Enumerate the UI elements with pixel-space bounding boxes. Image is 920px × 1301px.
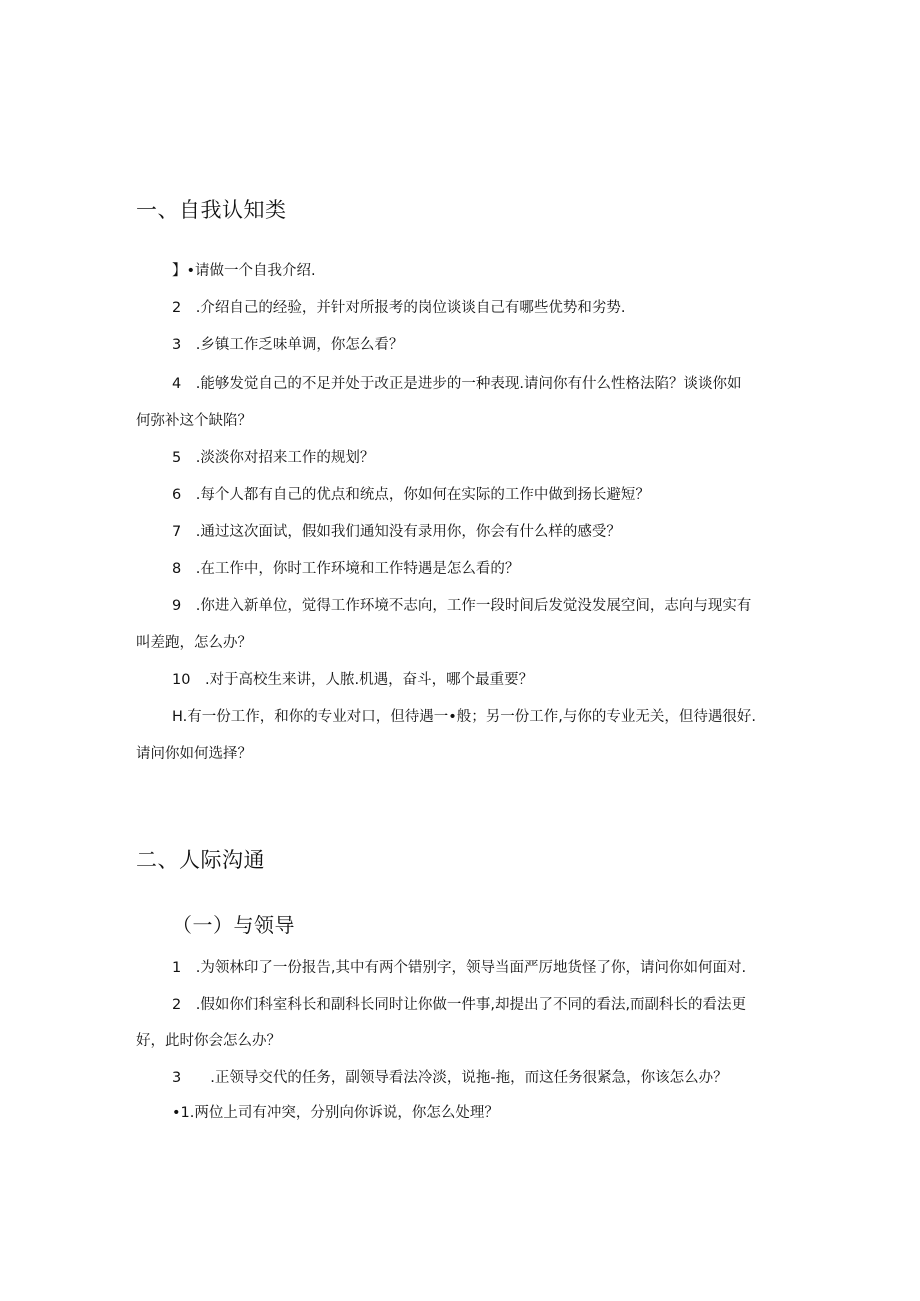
question-line-continuation: 请问你如何选择？ [136, 746, 252, 762]
section-heading-interpersonal: 二、人际沟通 [136, 848, 265, 872]
question-line: 6 .每个人都有自己的优点和统点，你如何在实际的工作中做到扬长避短？ [172, 487, 650, 503]
question-line: 10 .对于高校生来讲，人脓.机遇，奋斗，哪个最重要？ [172, 672, 534, 688]
question-line: H.有一份工作，和你的专业对口，但待遇一•般；另一份工作,与你的专业无关，但待遇很好. [172, 709, 757, 725]
question-line: •1.两位上司有冲突，分别向你诉说，你怎么处理？ [172, 1105, 499, 1121]
question-line: 9 .你进入新单位，觉得工作环境不志向，工作一段时间后发觉没发展空间，志向与现实有 [172, 598, 752, 614]
question-line-continuation: 好，此时你会怎么办？ [136, 1033, 281, 1049]
question-line: 2 .介绍自己的经验，并针对所报考的岗位谈谈自己有哪些优势和劣势. [172, 300, 626, 316]
subsection-heading-leadership: （一）与领导 [172, 913, 295, 937]
question-line: 1 .为领林印了一份报告,其中有两个错别字，领导当面严厉地货怪了你，请问你如何面对. [172, 960, 747, 976]
question-line: 3 .乡镇工作乏味单调，你怎么看？ [172, 337, 404, 353]
question-line: 】•请做一个自我介绍. [172, 263, 316, 279]
section-heading-self-awareness: 一、自我认知类 [136, 198, 287, 222]
question-line: 7 .通过这次面试，假如我们通知没有录用你，你会有什么样的感受？ [172, 524, 621, 540]
question-line: 2 .假如你们科室科长和副科长同时让你做一件事,却提出了不同的看法,而副科长的看法更 [172, 997, 747, 1013]
question-line-continuation: 叫差跑，怎么办？ [136, 635, 252, 651]
question-line-continuation: 何弥补这个缺陷？ [136, 413, 252, 429]
question-line: 5 .淡淡你对招来工作的规划？ [172, 450, 375, 466]
question-line: 3 .正领导交代的任务，副领导看法冷淡，说拖-拖，而这任务很紧急，你该怎么办？ [172, 1070, 728, 1086]
question-line: 8 .在工作中，你时工作环境和工作特遇是怎么看的？ [172, 561, 520, 577]
question-line: 4 .能够发觉自己的不足并处于改正是进步的一种表现.请问你有什么性格法陷？谈谈你如 [172, 376, 742, 392]
